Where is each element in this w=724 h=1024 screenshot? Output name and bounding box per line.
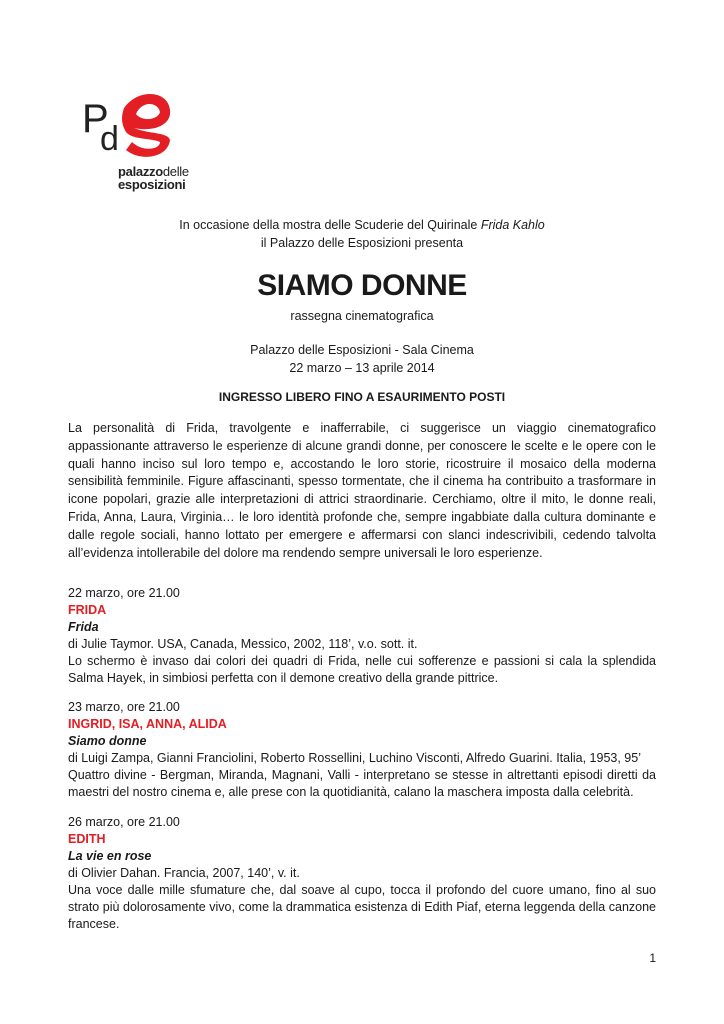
palazzo-logo xyxy=(82,88,202,196)
event-description: Una voce dalle mille sfumature che, dal soave al cupo, tocca il profondo del cuore umano, fino al suo strato più dolorosamente vivo, come la drammatica esistenza di Edith Piaf, eterna leggenda della canzone francese. xyxy=(68,883,656,931)
logo-name-light: delle xyxy=(162,164,189,179)
page-subtitle: rassegna cinematografica xyxy=(290,309,434,323)
event-date: 26 marzo, ore 21.00 xyxy=(68,815,180,829)
intro-lines xyxy=(60,216,664,252)
venue-dates: 22 marzo – 13 aprile 2014 xyxy=(289,361,435,375)
entry-note: INGRESSO LIBERO FINO A ESAURIMENTO POSTI xyxy=(218,390,506,404)
intro-line-1-italic: Frida Kahlo xyxy=(480,218,545,232)
event-date: 23 marzo, ore 21.00 xyxy=(68,700,180,714)
event-credits: di Luigi Zampa, Gianni Franciolini, Roberto Rossellini, Luchino Visconti, Alfredo Guarini. Italia, 1953, 95’ xyxy=(68,751,641,765)
svg-text:P: P xyxy=(82,97,109,141)
logo-name-bold: palazzo xyxy=(118,164,163,179)
svg-text:d: d xyxy=(100,120,119,158)
event-item xyxy=(68,699,656,801)
intro-paragraph: La personalità di Frida, travolgente e inafferrabile, ci suggerisce un viaggio cinematografico appassionante attraverso le esperienze di alcune grandi donne, per conoscere le scelte e le opere con le quali hanno inciso sul loro tempo e, accostando le loro storie, ricostruire il mosaico della moderna sensibilità femminile. Figure affascinanti, spesso tormentate, che il cinema ha contribuito a trasformare in icone popolari, grazie alle interpretazioni di attrici straordinarie. Cerchiamo, oltre il mito, le donne reali, Frida, Anna, Laura, Virginia… le loro identità profonde che, sempre ingabbiate dalla cultura dominante e dalle regole sociali, hanno lottato per emergere e affermarsi con slanci indescrivibili, cedendo talvolta all’evidenza intollerabile del dolore ma rendendo sempre universali le loro esperienze. xyxy=(68,421,656,560)
event-name: FRIDA xyxy=(68,603,107,617)
intro-line-1-prefix: In occasione della mostra delle Scuderie del Quirinale xyxy=(179,218,481,232)
pde-logo-mark-icon xyxy=(82,88,178,164)
logo-name-line2: esposizioni xyxy=(118,177,186,192)
event-credits: di Olivier Dahan. Francia, 2007, 140’, v. it. xyxy=(68,866,300,880)
event-film-title: Siamo donne xyxy=(68,734,147,748)
intro-line-1 xyxy=(60,216,664,234)
event-film-title: Frida xyxy=(68,620,99,634)
event-description: Lo schermo è invaso dai colori dei quadri di Frida, nelle cui sofferenze e passioni si cala la splendida Salma Hayek, in simbiosi perfetta con il demone creativo della grande pittrice. xyxy=(68,654,656,685)
page-title: SIAMO DONNE xyxy=(257,269,467,302)
event-name: INGRID, ISA, ANNA, ALIDA xyxy=(68,717,227,731)
venue-line-1: Palazzo delle Esposizioni - Sala Cinema xyxy=(250,343,474,357)
venue-info xyxy=(60,341,664,377)
event-date: 22 marzo, ore 21.00 xyxy=(68,586,180,600)
event-film-title: La vie en rose xyxy=(68,849,152,863)
event-name: EDITH xyxy=(68,832,106,846)
intro-line-2: il Palazzo delle Esposizioni presenta xyxy=(260,236,464,250)
event-item xyxy=(68,585,656,687)
page-number: 1 xyxy=(649,951,656,965)
logo-wordmark xyxy=(118,165,189,191)
event-description: Quattro divine - Bergman, Miranda, Magnani, Valli - interpretano se stesse in altrettanti episodi diretti da maestri del nostro cinema e, alle prese con la quotidianità, calano la maschera imposta dalla celebrità. xyxy=(68,768,656,799)
event-credits: di Julie Taymor. USA, Canada, Messico, 2002, 118’, v.o. sott. it. xyxy=(68,637,418,651)
event-item xyxy=(68,814,656,933)
